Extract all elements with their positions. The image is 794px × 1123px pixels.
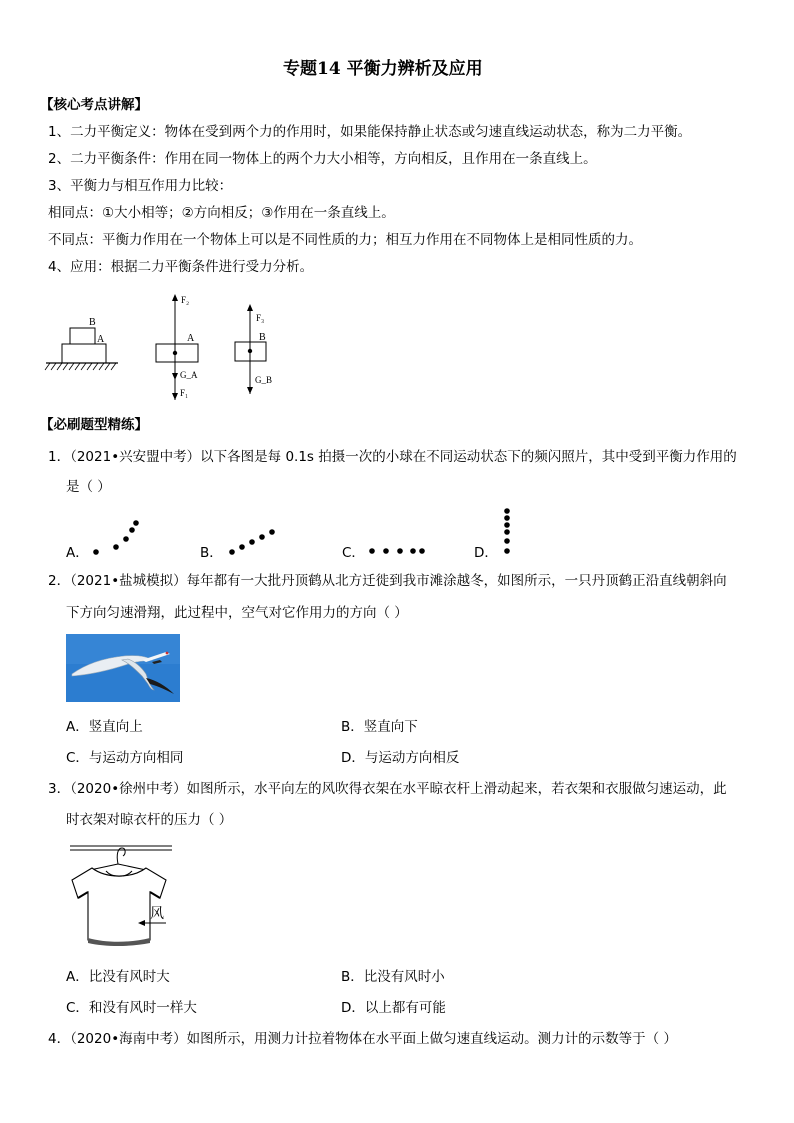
q1-option-b-label[interactable]: B．: [200, 545, 223, 561]
block-label-a: A: [97, 334, 105, 345]
q3-stem-line-1: 3．（2020•徐州中考）如图所示，水平向左的风吹得衣架在水平晾衣杆上滑动起来，若衣架和衣服做匀速运动，此: [48, 781, 727, 797]
q3-option-b[interactable]: B．比没有风时小: [341, 969, 445, 985]
q1-option-b-dots: [226, 524, 278, 558]
q1-option-d-label[interactable]: D．: [474, 545, 498, 561]
label-b-top: B: [259, 332, 266, 343]
q3-option-d[interactable]: D．以上都有可能: [341, 1000, 446, 1016]
core-point-line-1: 1、二力平衡定义：物体在受到两个力的作用时，如果能保持静止状态或匀速直线运动状态，称为二力平衡。: [48, 124, 692, 140]
q1-option-c-dots: [364, 544, 430, 558]
core-points-heading: 【核心考点讲解】: [40, 97, 148, 113]
q2-option-b[interactable]: B．竖直向下: [341, 719, 418, 735]
stacked-blocks-figure: [45, 317, 118, 370]
q2-option-c[interactable]: C．与运动方向相同: [66, 750, 184, 766]
q1-option-a-label[interactable]: A．: [66, 545, 89, 561]
wind-label: 风: [150, 906, 164, 922]
q4-stem-line-1: 4．（2020•海南中考）如图所示，用测力计拉着物体在水平面上做匀速直线运动。测力计的示数等于（ ）: [48, 1031, 677, 1047]
crane-photo: [66, 634, 180, 702]
label-a-top: A: [187, 333, 195, 344]
q2-stem-line-2: 下方向匀速滑翔，此过程中，空气对它作用力的方向（ ）: [66, 605, 408, 621]
label-gb: G_B: [255, 375, 273, 385]
q1-stem-line-1: 1．（2021•兴安盟中考）以下各图是每 0.1s 拍摄一次的小球在不同运动状态下的频闪照片，其中受到平衡力作用的: [48, 449, 737, 465]
block-label-b: B: [89, 317, 96, 328]
q1-option-a-dots: [88, 516, 148, 558]
q3-stem-line-2: 时衣架对晾衣杆的压力（ ）: [66, 812, 233, 828]
q2-option-d[interactable]: D．与运动方向相反: [341, 750, 460, 766]
practice-heading: 【必刷题型精练】: [40, 417, 148, 433]
block-b-force-figure: [235, 304, 272, 394]
q2-stem-line-1: 2．（2021•盐城模拟）每年都有一大批丹顶鹤从北方迁徙到我市滩涂越冬，如图所示，一只丹顶鹤正沿直线朝斜向: [48, 573, 727, 589]
shirt-on-rod-figure: [66, 840, 178, 952]
core-point-line-5: 不同点：平衡力作用在一个物体上可以是不同性质的力；相互力作用在不同物体上是相同性质的力。: [48, 232, 642, 248]
label-f1: F₁: [180, 388, 189, 398]
core-point-line-2: 2、二力平衡条件：作用在同一物体上的两个力大小相等，方向相反，且作用在一条直线上。: [48, 151, 597, 167]
label-ga: G_A: [180, 370, 198, 380]
block-a-force-figure: [156, 294, 198, 400]
q1-option-d-dots: [498, 504, 516, 558]
q1-stem-line-2: 是（ ）: [66, 479, 111, 495]
label-f3: F₃: [256, 313, 265, 323]
q1-option-c-label[interactable]: C．: [342, 545, 365, 561]
core-point-line-6: 4、应用：根据二力平衡条件进行受力分析。: [48, 259, 314, 275]
q2-option-a[interactable]: A．竖直向上: [66, 719, 143, 735]
label-f2: F₂: [181, 295, 190, 305]
force-diagram: [40, 288, 300, 404]
q3-option-c[interactable]: C．和没有风时一样大: [66, 1000, 197, 1016]
core-point-line-3: 3、平衡力与相互作用力比较：: [48, 178, 233, 194]
page-title: 专题14 平衡力辨析及应用: [283, 59, 483, 79]
q3-option-a[interactable]: A．比没有风时大: [66, 969, 170, 985]
core-point-line-4: 相同点：①大小相等；②方向相反；③作用在一条直线上。: [48, 205, 395, 221]
